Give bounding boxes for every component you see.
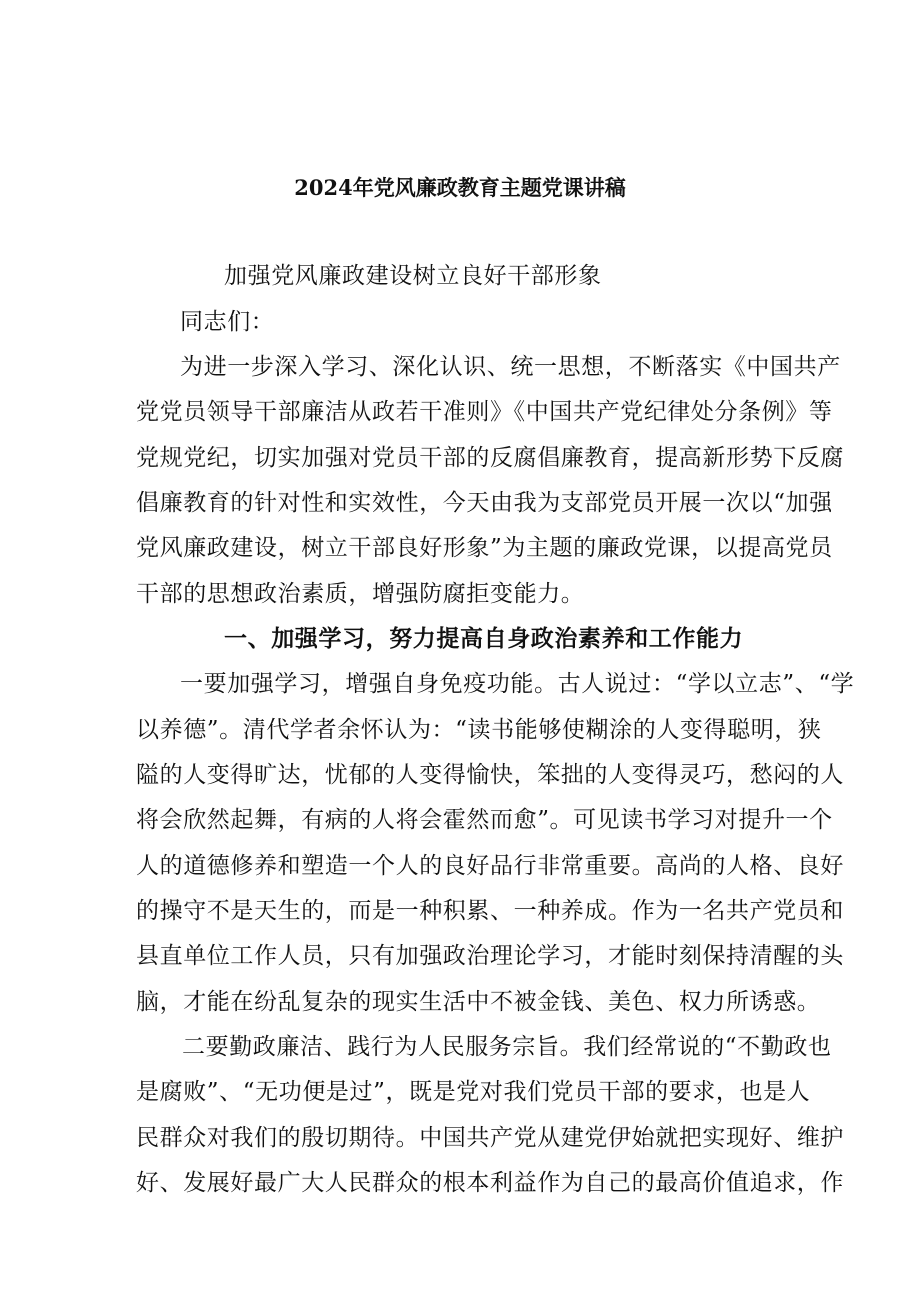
paragraph-line: 以养德”。清代学者余怀认为：“读书能够使糊涂的人变得聪明，狭: [136, 717, 822, 743]
paragraph-line: 党规党纪，切实加强对党员干部的反腐倡廉教育，提高新形势下反腐: [136, 445, 844, 471]
paragraph-line: 人的道德修养和塑造一个人的良好品行非常重要。高尚的人格、良好: [136, 853, 844, 879]
document-title: 2024年党风廉政教育主题党课讲稿: [294, 175, 626, 200]
paragraph-line: 隘的人变得旷达，忧郁的人变得愉快，笨拙的人变得灵巧，愁闷的人: [136, 762, 844, 788]
paragraph-line: 二要勤政廉洁、践行为人民服务宗旨。我们经常说的“不勤政也: [182, 1034, 832, 1060]
paragraph-line: 干部的思想政治素质，增强防腐拒变能力。: [136, 581, 585, 607]
section-heading-1: 一、加强学习，努力提高自身政治素养和工作能力: [224, 625, 744, 652]
paragraph-line: 好、发展好最广大人民群众的根本利益作为自己的最高价值追求，作: [136, 1170, 844, 1196]
document-subtitle: 加强党风廉政建设树立良好干部形象: [224, 263, 602, 289]
paragraph-line: 的操守不是天生的，而是一种积累、一种养成。作为一名共产党员和: [136, 898, 844, 924]
greeting: 同志们：: [180, 309, 275, 335]
paragraph-line: 倡廉教育的针对性和实效性，今天由我为支部党员开展一次以“加强: [136, 490, 833, 516]
paragraph-line: 将会欣然起舞，有病的人将会霍然而愈”。可见读书学习对提升一个: [136, 807, 833, 833]
paragraph-line: 民群众对我们的殷切期待。中国共产党从建党伊始就把实现好、维护: [136, 1125, 844, 1151]
paragraph-line: 县直单位工作人员，只有加强政治理论学习，才能时刻保持清醒的头: [136, 943, 844, 969]
paragraph-line: 一要加强学习，增强自身免疫功能。古人说过：“学以立志”、“学: [180, 671, 855, 697]
paragraph-line: 党风廉政建设，树立干部良好形象”为主题的廉政党课，以提高党员: [136, 535, 833, 561]
paragraph-line: 为进一步深入学习、深化认识、统一思想，不断落实《中国共产: [180, 354, 841, 380]
paragraph-line: 是腐败”、“无功便是过”，既是党对我们党员干部的要求，也是人: [136, 1079, 811, 1105]
paragraph-line: 脑，才能在纷乱复杂的现实生活中不被金钱、美色、权力所诱惑。: [136, 989, 821, 1015]
paragraph-line: 党党员领导干部廉洁从政若干准则》《中国共产党纪律处分条例》等: [136, 399, 833, 425]
